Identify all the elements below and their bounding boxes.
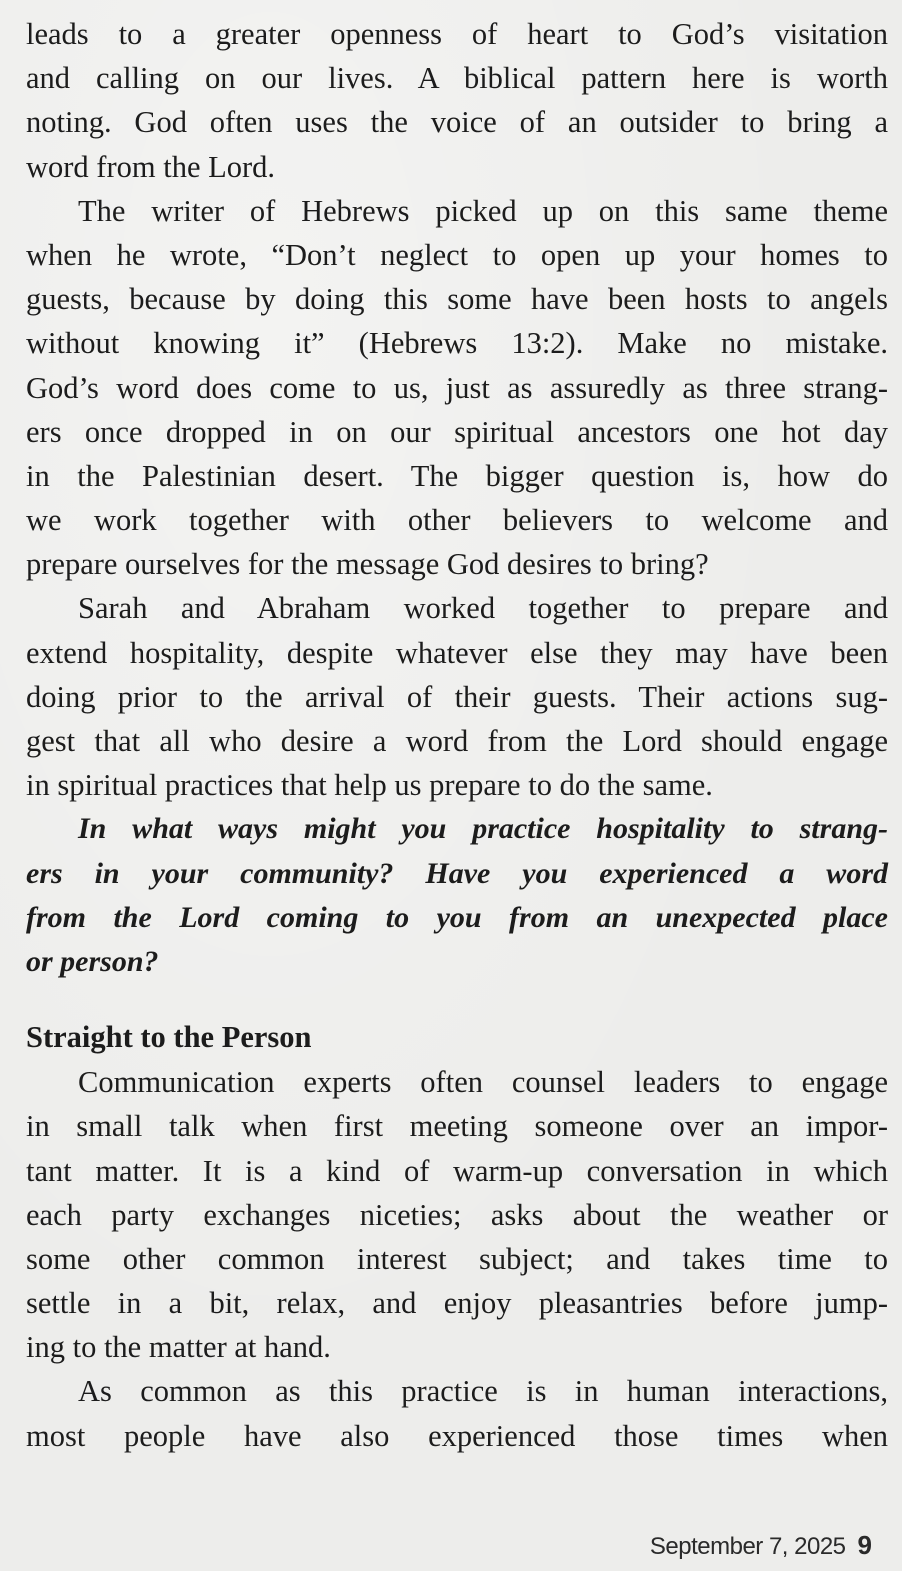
paragraph-3 <box>26 586 888 807</box>
text-line: tant matter. It is a kind of warm-up conversation in which <box>26 1153 888 1188</box>
paragraph-1 <box>26 12 888 189</box>
text-line: prepare ourselves for the message God desires to bring? <box>26 547 709 582</box>
text-column <box>26 12 888 1458</box>
text-line: leads to a greater openness of heart to God’s visitation <box>26 17 888 51</box>
question-line: In what ways might you practice hospitality to strang- <box>78 812 888 846</box>
text-line: we work together with other believers to welcome and <box>26 503 888 538</box>
paragraph-5 <box>26 1369 888 1457</box>
question-line: from the Lord coming to you from an unexpected place <box>26 900 888 934</box>
question-line: ers in your community? Have you experienced a word <box>26 856 888 890</box>
text-line: God’s word does come to us, just as assuredly as three strang- <box>26 370 888 405</box>
section-heading: Straight to the Person <box>26 1020 312 1055</box>
section-gap <box>26 984 888 1014</box>
question-line: or person? <box>26 944 159 978</box>
text-line: settle in a bit, relax, and enjoy pleasantries before jump- <box>26 1286 888 1321</box>
text-line: As common as this practice is in human interactions, <box>78 1374 888 1409</box>
text-line: ing to the matter at hand. <box>26 1330 331 1365</box>
text-line: gest that all who desire a word from the Lord should engage <box>26 724 888 758</box>
text-line: ers once dropped in on our spiritual ancestors one hot day <box>26 414 888 449</box>
paragraph-4 <box>26 1060 888 1369</box>
text-line: The writer of Hebrews picked up on this same theme <box>78 193 888 228</box>
page-footer <box>650 1527 872 1563</box>
text-line: Communication experts often counsel leaders to engage <box>78 1065 888 1100</box>
page-number: 9 <box>857 1530 872 1560</box>
text-line: each party exchanges niceties; asks about the weather or <box>26 1197 888 1232</box>
text-line: in spiritual practices that help us prepare to do the same. <box>26 768 713 803</box>
reflection-question <box>26 807 888 984</box>
text-line: without knowing it” (Hebrews 13:2). Make no mistake. <box>26 326 888 361</box>
issue-date: September 7, 2025 <box>649 1533 846 1560</box>
text-line: noting. God often uses the voice of an outsider to bring a <box>26 105 888 140</box>
text-line: in the Palestinian desert. The bigger question is, how do <box>26 458 888 493</box>
text-line: extend hospitality, despite whatever else they may have been <box>26 635 888 670</box>
text-line: most people have also experienced those times when <box>26 1418 888 1453</box>
text-line: word from the Lord. <box>26 149 276 184</box>
text-line: when he wrote, “Don’t neglect to open up your homes to <box>26 237 888 272</box>
text-line: some other common interest subject; and takes time to <box>26 1241 888 1276</box>
text-line: doing prior to the arrival of their guests. Their actions sug- <box>26 679 888 714</box>
text-line: and calling on our lives. A biblical pattern here is worth <box>26 61 888 96</box>
text-line: Sarah and Abraham worked together to prepare and <box>78 591 888 626</box>
paragraph-2 <box>26 189 888 587</box>
text-line: in small talk when first meeting someone over an impor- <box>26 1109 888 1144</box>
text-line: guests, because by doing this some have been hosts to angels <box>26 282 888 317</box>
